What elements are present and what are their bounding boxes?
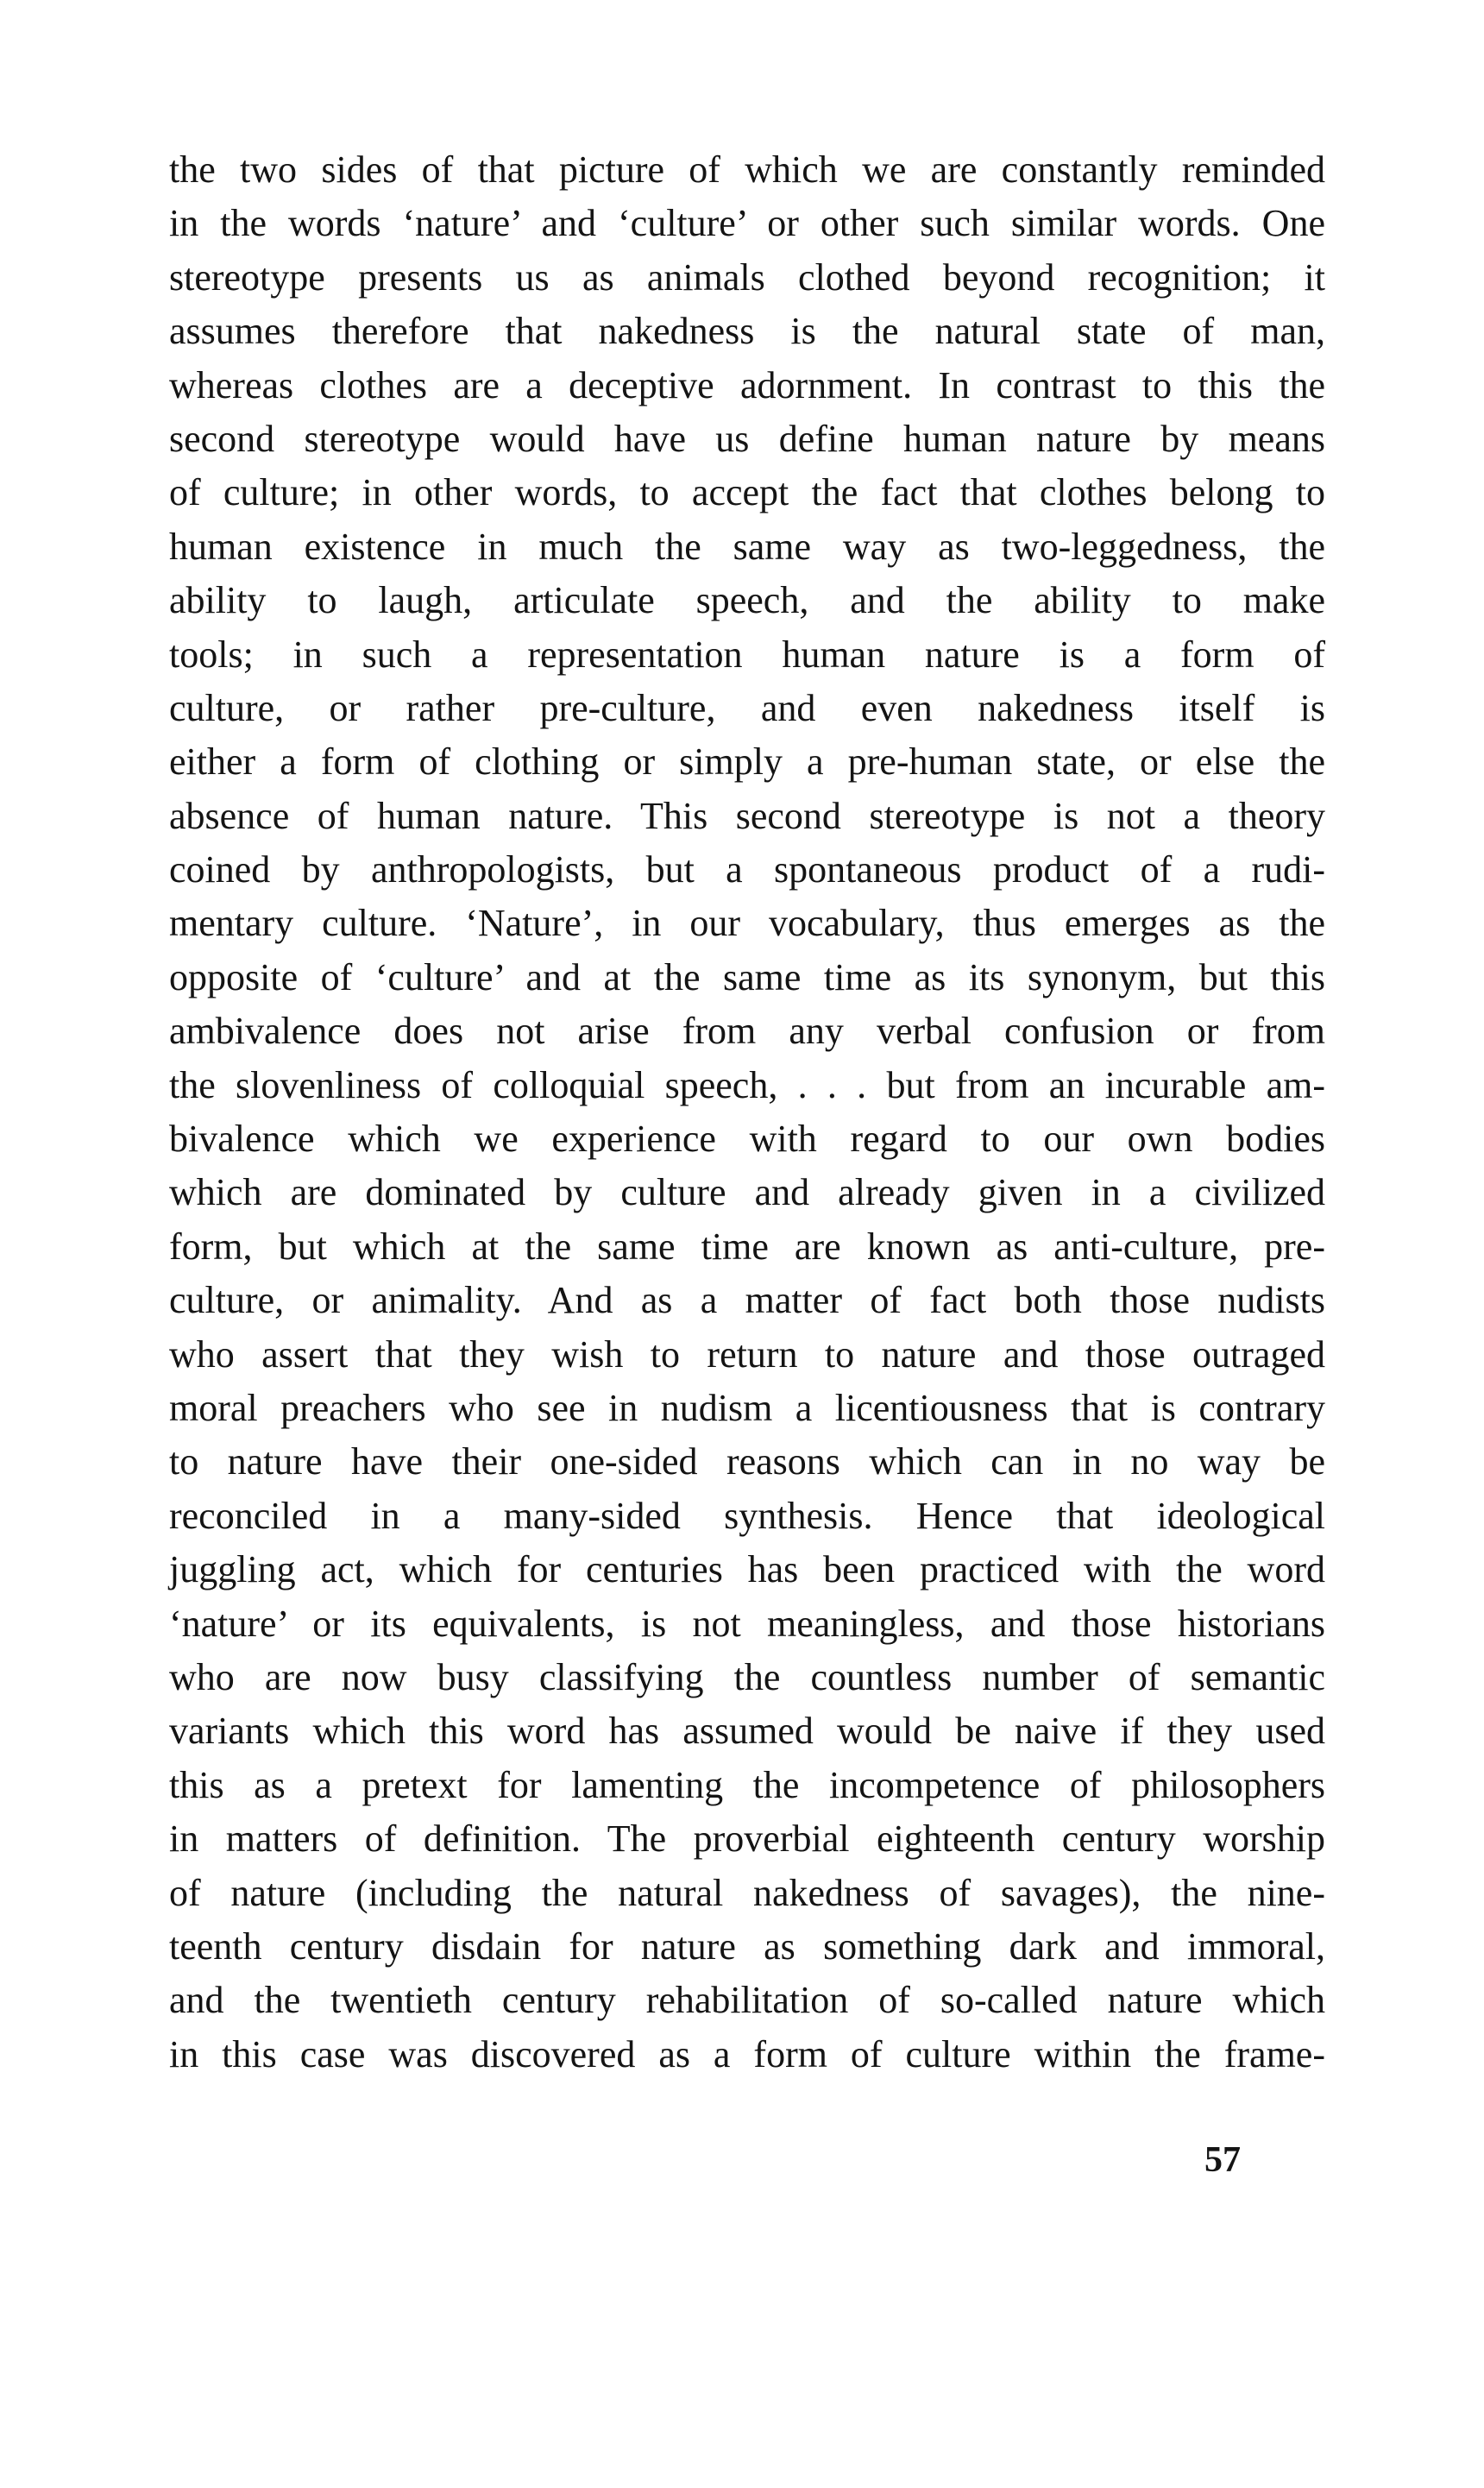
text-line: human existence in much the same way as two-leggedness, the xyxy=(169,525,1325,568)
body-text xyxy=(169,143,1325,2082)
page-number: 57 xyxy=(1204,2140,1241,2180)
text-line: culture, or animality. And as a matter of fact both those nudists xyxy=(169,1279,1325,1322)
text-line: in the words ‘nature’ and ‘culture’ or other such similar words. One xyxy=(169,202,1325,245)
text-line: the two sides of that picture of which we are constantly reminded xyxy=(169,148,1325,191)
text-line: which are dominated by culture and already given in a civilized xyxy=(169,1171,1325,1214)
text-line: this as a pretext for lamenting the incompetence of philosophers xyxy=(169,1763,1325,1806)
text-line: in this case was discovered as a form of culture within the frame- xyxy=(169,2032,1325,2075)
text-line: stereotype presents us as animals clothed beyond recognition; it xyxy=(169,255,1325,299)
text-line: culture, or rather pre-culture, and even nakedness itself is xyxy=(169,686,1325,729)
text-line: moral preachers who see in nudism a licentiousness that is contrary xyxy=(169,1386,1325,1429)
text-line: mentary culture. ‘Nature’, in our vocabulary, thus emerges as the xyxy=(169,902,1325,945)
text-line: teenth century disdain for nature as something dark and immoral, xyxy=(169,1924,1325,1968)
text-line: the slovenliness of colloquial speech, . . . but from an incurable am- xyxy=(169,1063,1325,1106)
text-line: who assert that they wish to return to nature and those outraged xyxy=(169,1332,1325,1376)
text-line: coined by anthropologists, but a spontaneous product of a rudi- xyxy=(169,848,1325,891)
text-line: variants which this word has assumed would be naive if they used xyxy=(169,1710,1325,1753)
text-line: bivalence which we experience with regard to our own bodies xyxy=(169,1118,1325,1161)
text-line: reconciled in a many-sided synthesis. Hence that ideological xyxy=(169,1494,1325,1537)
text-line: to nature have their one-sided reasons which can in no way be xyxy=(169,1440,1325,1483)
text-line: ‘nature’ or its equivalents, is not meaningless, and those historians xyxy=(169,1602,1325,1645)
text-line: ability to laugh, articulate speech, and the ability to make xyxy=(169,579,1325,622)
text-line: and the twentieth century rehabilitation of so-called nature which xyxy=(169,1979,1325,2022)
text-line: opposite of ‘culture’ and at the same time as its synonym, but this xyxy=(169,955,1325,998)
text-line: of culture; in other words, to accept the fact that clothes belong to xyxy=(169,471,1325,514)
text-line: whereas clothes are a deceptive adornment. In contrast to this the xyxy=(169,363,1325,406)
text-line: assumes therefore that nakedness is the natural state of man, xyxy=(169,310,1325,353)
text-line: second stereotype would have us define human nature by means xyxy=(169,417,1325,460)
text-line: form, but which at the same time are known as anti-culture, pre- xyxy=(169,1225,1325,1268)
text-line: who are now busy classifying the countless number of semantic xyxy=(169,1655,1325,1698)
text-line: juggling act, which for centuries has been practiced with the word xyxy=(169,1548,1325,1591)
text-line: absence of human nature. This second stereotype is not a theory xyxy=(169,794,1325,837)
text-line: of nature (including the natural nakedness of savages), the nine- xyxy=(169,1871,1325,1914)
text-line: in matters of definition. The proverbial eighteenth century worship xyxy=(169,1817,1325,1861)
text-line: either a form of clothing or simply a pre-human state, or else the xyxy=(169,740,1325,784)
text-line: ambivalence does not arise from any verbal confusion or from xyxy=(169,1010,1325,1053)
text-line: tools; in such a representation human nature is a form of xyxy=(169,633,1325,676)
